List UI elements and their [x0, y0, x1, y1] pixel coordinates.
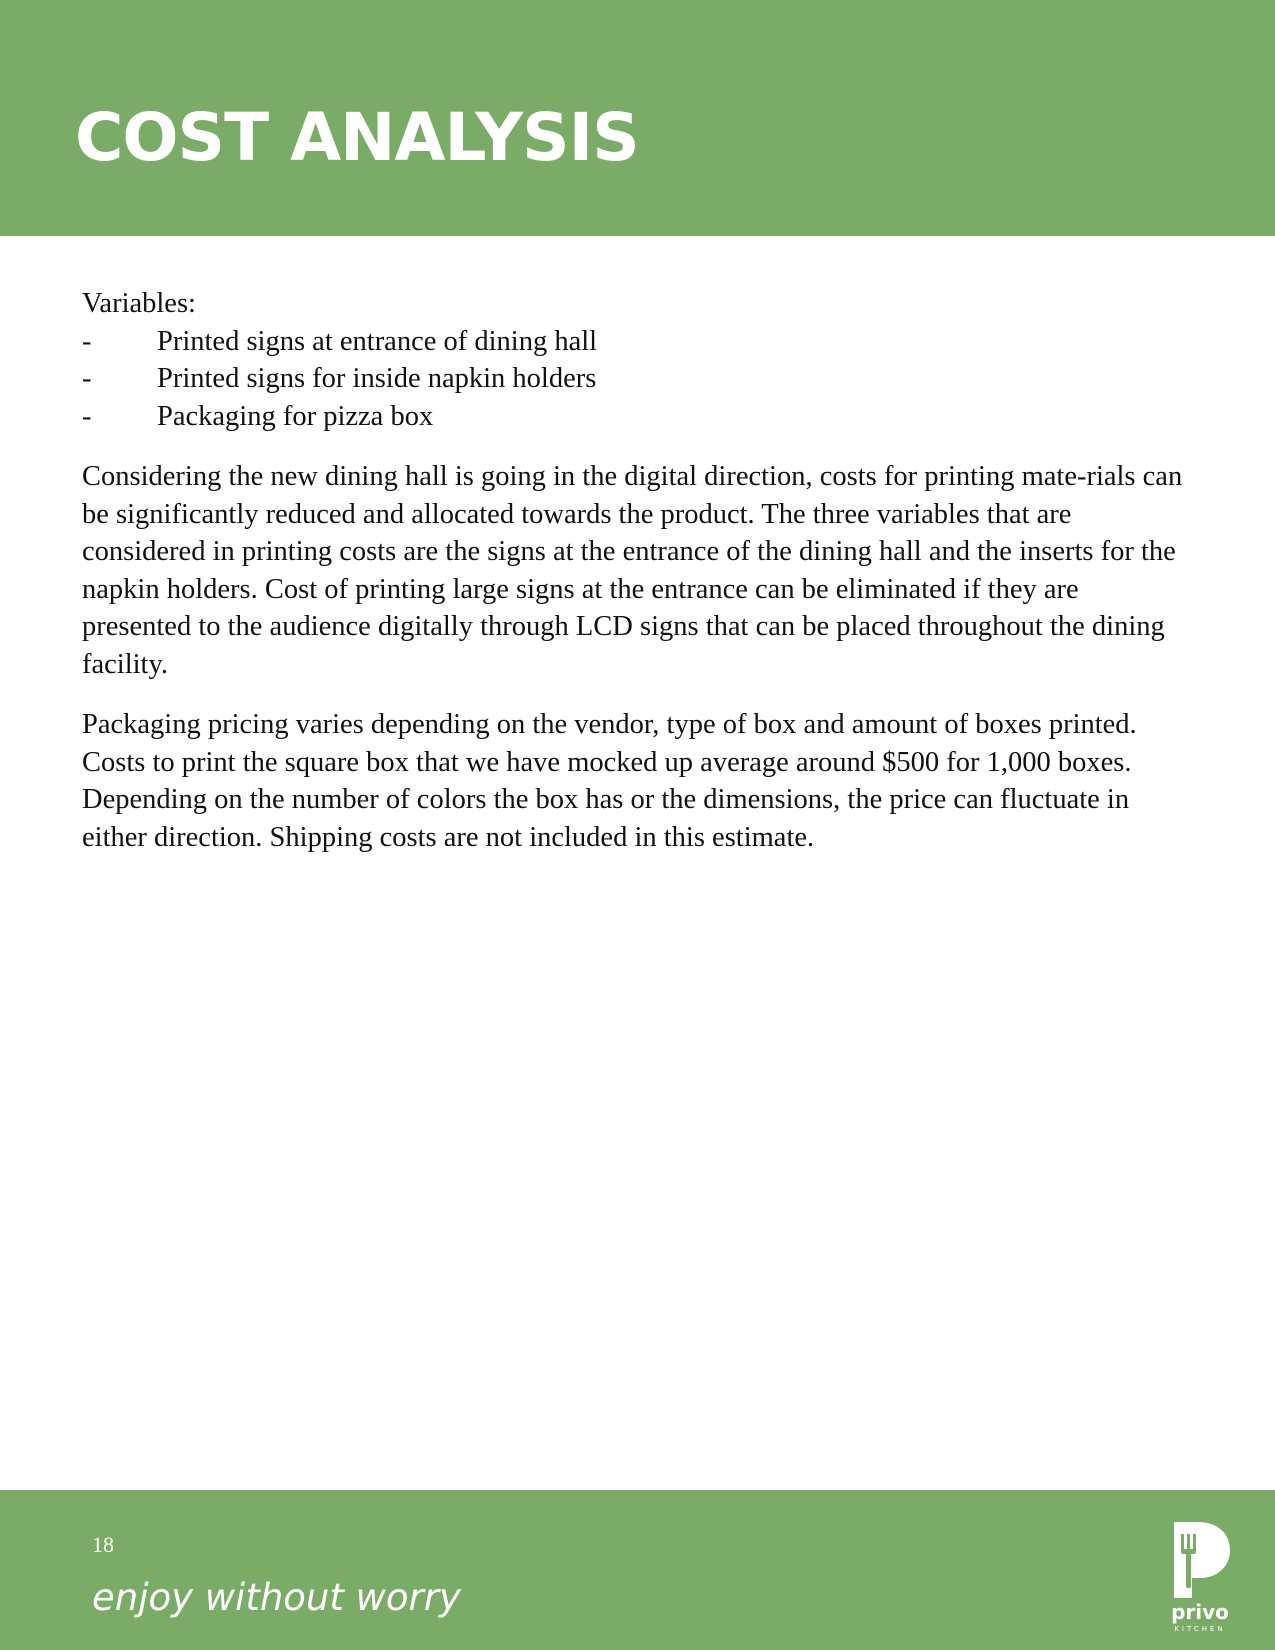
page-title: COST ANALYSIS — [75, 99, 639, 176]
list-item-text: Packaging for pizza box — [157, 400, 434, 432]
page-header — [0, 0, 1275, 236]
body-paragraph: Considering the new dining hall is going in the digital direction, costs for printing mate-rials can be significantly reduced and allocated towards the product. The three variables that are considered in printing costs are the signs at the entrance of the dining hall and the inserts for the napkin holders. Cost of printing large signs at the entrance can be eliminated if they are presented to the audience digitally through LCD signs that can be placed throughout the dining facility. — [82, 461, 1183, 680]
page-content — [82, 285, 1192, 856]
page-footer — [0, 1490, 1275, 1650]
logo-subtext: KITCHEN — [1174, 1625, 1226, 1633]
logo-wordmark: privo — [1171, 1600, 1229, 1624]
variables-list — [82, 323, 1192, 436]
tagline: enjoy without worry — [92, 1576, 461, 1619]
list-item — [82, 360, 1192, 398]
list-item-text: Printed signs for inside napkin holders — [157, 363, 597, 394]
list-item — [82, 323, 1192, 361]
bullet-dash: - — [82, 363, 92, 394]
list-item-text: Printed signs at entrance of dining hall — [157, 325, 598, 357]
privo-p-fork-logo-icon — [1160, 1520, 1240, 1600]
bullet-dash: - — [82, 325, 92, 357]
list-item — [82, 398, 1192, 436]
variables-label: Variables: — [82, 288, 196, 319]
body-paragraph: Packaging pricing varies depending on the vendor, type of box and amount of boxes printed. Costs to print the square box that we have mocked up average around $500 for 1,000 boxes. Depending on the number of colors the box has or the dimensions, the price can fluctuate in either direction. Shipping costs are not included in this estimate. — [82, 709, 1137, 853]
privo-logo — [1160, 1520, 1240, 1640]
bullet-dash: - — [82, 400, 92, 432]
page-number: 18 — [92, 1532, 114, 1557]
